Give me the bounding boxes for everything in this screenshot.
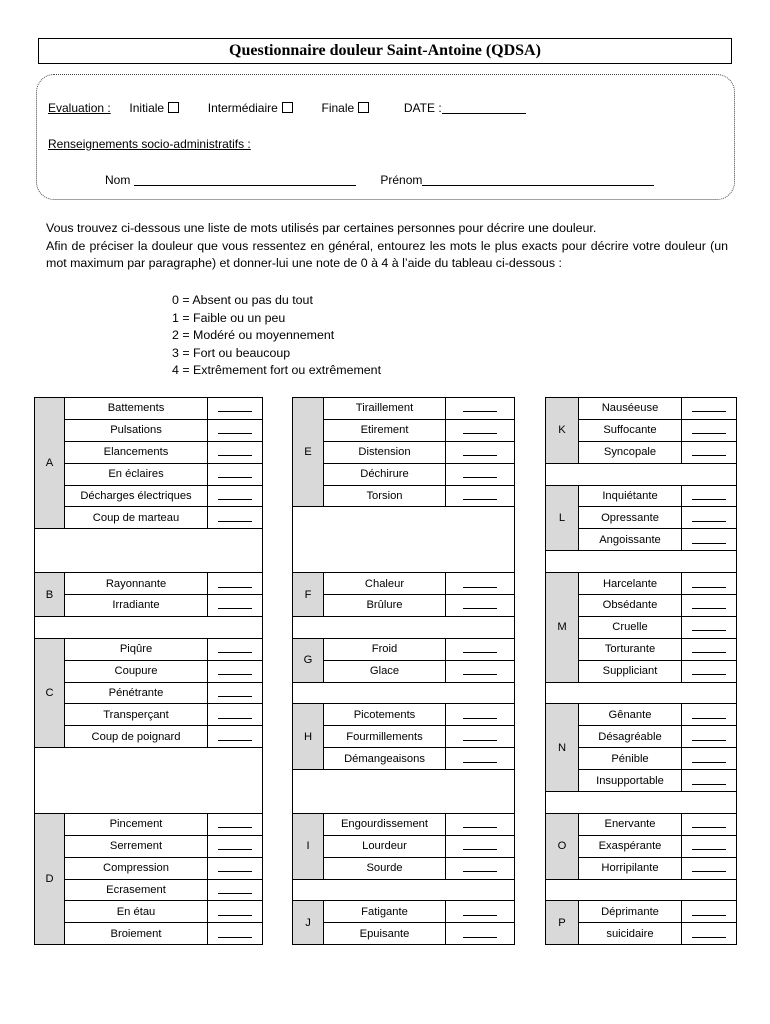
score-line — [463, 905, 497, 916]
spacer-row — [35, 529, 263, 551]
descriptor-word[interactable]: Broiement — [65, 923, 208, 945]
score-field[interactable] — [208, 835, 263, 857]
spacer-cell — [546, 551, 737, 573]
descriptor-row — [35, 682, 263, 704]
score-field[interactable] — [446, 901, 515, 923]
descriptor-row — [293, 704, 515, 726]
score-line — [463, 752, 497, 763]
score-line — [218, 730, 252, 741]
score-field[interactable] — [446, 573, 515, 595]
spacer-cell — [293, 529, 515, 551]
score-field[interactable] — [446, 463, 515, 485]
score-line — [692, 445, 726, 456]
group-letter: A — [35, 398, 65, 529]
descriptor-word[interactable]: Coupure — [65, 660, 208, 682]
spacer-row — [546, 879, 737, 901]
score-field[interactable] — [682, 507, 737, 529]
descriptor-word[interactable]: Elancements — [65, 441, 208, 463]
descriptor-row — [546, 704, 737, 726]
prenom-label: Prénom — [380, 173, 423, 187]
descriptor-word[interactable]: Irradiante — [65, 595, 208, 617]
score-field[interactable] — [446, 485, 515, 507]
score-line — [463, 489, 497, 500]
scale-item: 4 = Extrêmement fort ou extrêmement — [172, 363, 382, 378]
score-field[interactable] — [208, 595, 263, 617]
group-letter: F — [293, 573, 324, 617]
name-row — [105, 173, 654, 187]
descriptor-word[interactable]: Gênante — [579, 704, 682, 726]
score-line — [692, 664, 726, 675]
spacer-cell — [293, 551, 515, 573]
descriptor-row — [546, 485, 737, 507]
score-field[interactable] — [208, 682, 263, 704]
descriptor-word[interactable]: Tiraillement — [324, 398, 446, 420]
score-field[interactable] — [682, 398, 737, 420]
score-field[interactable] — [682, 419, 737, 441]
descriptor-row — [35, 835, 263, 857]
spacer-row — [293, 616, 515, 638]
scale-item: 0 = Absent ou pas du tout — [172, 293, 313, 307]
score-line — [692, 620, 726, 631]
score-line — [692, 905, 726, 916]
intro-line-2: Afin de préciser la douleur que vous ressentez en général, entourez les mots le plus exacts pour décrire votre douleur (un mot maximum par paragraphe) et donner-lui une note de 0 à 4 à l’aide du tableau ci-dessous : — [46, 238, 728, 270]
descriptor-word[interactable]: Insupportable — [579, 770, 682, 792]
descriptor-table-right — [545, 397, 737, 945]
score-line — [463, 730, 497, 741]
descriptor-row — [293, 573, 515, 595]
descriptor-row — [293, 595, 515, 617]
score-line — [463, 927, 497, 938]
score-line — [692, 489, 726, 500]
descriptor-word[interactable]: Inquiétante — [579, 485, 682, 507]
descriptor-row — [35, 857, 263, 879]
score-field[interactable] — [682, 616, 737, 638]
score-field[interactable] — [446, 835, 515, 857]
score-line — [692, 577, 726, 588]
spacer-cell — [546, 682, 737, 704]
descriptor-word[interactable]: Sourde — [324, 857, 446, 879]
descriptor-row — [293, 660, 515, 682]
score-line — [692, 774, 726, 785]
intermediaire-checkbox[interactable] — [282, 102, 293, 113]
score-line — [463, 467, 497, 478]
score-field[interactable] — [208, 573, 263, 595]
descriptor-row — [293, 835, 515, 857]
score-line — [692, 927, 726, 938]
score-field[interactable] — [446, 398, 515, 420]
spacer-row — [546, 792, 737, 814]
descriptor-row — [35, 923, 263, 945]
spacer-cell — [35, 792, 263, 814]
descriptor-word[interactable]: Déchirure — [324, 463, 446, 485]
descriptor-word[interactable]: Coup de poignard — [65, 726, 208, 748]
initiale-checkbox[interactable] — [168, 102, 179, 113]
descriptor-row — [293, 419, 515, 441]
score-field[interactable] — [446, 660, 515, 682]
descriptor-word[interactable]: Suffocante — [579, 419, 682, 441]
score-field[interactable] — [208, 704, 263, 726]
score-field[interactable] — [682, 704, 737, 726]
descriptor-row — [35, 660, 263, 682]
score-field[interactable] — [208, 419, 263, 441]
score-line — [218, 708, 252, 719]
score-field[interactable] — [208, 463, 263, 485]
score-line — [692, 423, 726, 434]
date-label: DATE : — [403, 101, 442, 115]
descriptor-word[interactable]: Exaspérante — [579, 835, 682, 857]
spacer-cell — [546, 879, 737, 901]
rating-scale — [172, 292, 381, 380]
renseignements-label: Renseignements socio-administratifs : — [48, 137, 251, 151]
score-field[interactable] — [208, 879, 263, 901]
descriptor-word[interactable]: Déprimante — [579, 901, 682, 923]
group-letter: K — [546, 398, 579, 464]
descriptor-row — [35, 419, 263, 441]
score-line — [463, 577, 497, 588]
descriptor-word[interactable]: Pincement — [65, 813, 208, 835]
spacer-cell — [293, 682, 515, 704]
score-field[interactable] — [682, 638, 737, 660]
descriptor-word[interactable]: Coup de marteau — [65, 507, 208, 529]
score-line — [692, 511, 726, 522]
descriptor-word[interactable]: Transperçant — [65, 704, 208, 726]
score-line — [692, 533, 726, 544]
score-field[interactable] — [682, 660, 737, 682]
score-line — [218, 817, 252, 828]
spacer-row — [546, 463, 737, 485]
score-field[interactable] — [446, 923, 515, 945]
group-letter: M — [546, 573, 579, 682]
finale-label: Finale — [321, 101, 355, 115]
descriptor-word[interactable]: Torturante — [579, 638, 682, 660]
descriptor-row — [293, 748, 515, 770]
descriptor-word[interactable]: Enervante — [579, 813, 682, 835]
spacer-cell — [35, 770, 263, 792]
score-line — [218, 664, 252, 675]
score-field[interactable] — [446, 441, 515, 463]
descriptor-word[interactable]: Rayonnante — [65, 573, 208, 595]
group-letter: J — [293, 901, 324, 945]
descriptor-row — [293, 901, 515, 923]
intro-text — [46, 220, 728, 273]
spacer-cell — [293, 616, 515, 638]
initiale-label: Initiale — [129, 101, 165, 115]
descriptor-word[interactable]: Picotements — [324, 704, 446, 726]
score-line — [692, 861, 726, 872]
score-field[interactable] — [682, 857, 737, 879]
descriptor-word[interactable]: Cruelle — [579, 616, 682, 638]
descriptor-word[interactable]: Opressante — [579, 507, 682, 529]
descriptor-word[interactable]: Chaleur — [324, 573, 446, 595]
group-letter: O — [546, 813, 579, 879]
descriptor-word[interactable]: En éclaires — [65, 463, 208, 485]
descriptor-word[interactable]: Distension — [324, 441, 446, 463]
score-line — [463, 598, 497, 609]
descriptor-table-middle — [292, 397, 515, 945]
descriptor-row — [35, 638, 263, 660]
page-title: Questionnaire douleur Saint-Antoine (QDSA) — [38, 38, 732, 64]
score-field[interactable] — [208, 398, 263, 420]
score-field[interactable] — [446, 595, 515, 617]
score-line — [692, 752, 726, 763]
evaluation-label: Evaluation : — [48, 101, 111, 115]
score-field[interactable] — [208, 813, 263, 835]
descriptor-row — [35, 463, 263, 485]
score-line — [218, 467, 252, 478]
descriptor-row — [546, 901, 737, 923]
descriptor-row — [35, 573, 263, 595]
spacer-row — [293, 770, 515, 792]
score-line — [218, 577, 252, 588]
intro-line-1: Vous trouvez ci-dessous une liste de mots utilisés par certaines personnes pour décrire une douleur. — [46, 221, 597, 235]
descriptor-row — [293, 398, 515, 420]
score-field[interactable] — [208, 638, 263, 660]
score-field[interactable] — [682, 748, 737, 770]
score-line — [218, 489, 252, 500]
descriptor-table-left — [34, 397, 263, 945]
descriptor-word[interactable]: Engourdissement — [324, 813, 446, 835]
score-line — [692, 839, 726, 850]
score-field[interactable] — [682, 573, 737, 595]
descriptor-word[interactable]: Horripilante — [579, 857, 682, 879]
score-line — [463, 664, 497, 675]
descriptor-row — [293, 485, 515, 507]
group-letter: E — [293, 398, 324, 507]
group-letter: H — [293, 704, 324, 770]
score-field[interactable] — [446, 726, 515, 748]
spacer-row — [293, 507, 515, 529]
score-field[interactable] — [446, 704, 515, 726]
score-line — [463, 817, 497, 828]
descriptor-word[interactable]: Fatigante — [324, 901, 446, 923]
descriptor-row — [546, 573, 737, 595]
descriptor-row — [35, 879, 263, 901]
descriptor-word[interactable]: Syncopale — [579, 441, 682, 463]
spacer-row — [293, 682, 515, 704]
descriptor-word[interactable]: Harcelante — [579, 573, 682, 595]
descriptor-word[interactable]: Ecrasement — [65, 879, 208, 901]
group-letter: N — [546, 704, 579, 792]
descriptor-word[interactable]: Serrement — [65, 835, 208, 857]
spacer-cell — [546, 463, 737, 485]
descriptor-row — [293, 441, 515, 463]
group-letter: I — [293, 813, 324, 879]
spacer-row — [293, 529, 515, 551]
score-line — [218, 423, 252, 434]
descriptor-word[interactable]: Piqûre — [65, 638, 208, 660]
nom-label: Nom — [105, 173, 131, 187]
spacer-cell — [35, 616, 263, 638]
group-letter: P — [546, 901, 579, 945]
score-line — [218, 686, 252, 697]
score-line — [692, 730, 726, 741]
spacer-row — [293, 879, 515, 901]
descriptor-word[interactable]: Froid — [324, 638, 446, 660]
spacer-row — [35, 792, 263, 814]
descriptor-row — [293, 857, 515, 879]
descriptor-row — [293, 923, 515, 945]
descriptor-word[interactable]: Obsédante — [579, 595, 682, 617]
score-field[interactable] — [682, 441, 737, 463]
date-field[interactable] — [442, 101, 526, 114]
score-field[interactable] — [682, 901, 737, 923]
descriptor-word[interactable]: Lourdeur — [324, 835, 446, 857]
spacer-cell — [293, 792, 515, 814]
descriptor-row — [35, 441, 263, 463]
spacer-cell — [293, 879, 515, 901]
score-line — [692, 817, 726, 828]
descriptor-row — [293, 638, 515, 660]
spacer-row — [546, 682, 737, 704]
descriptor-word[interactable]: Pénétrante — [65, 682, 208, 704]
score-field[interactable] — [682, 770, 737, 792]
descriptor-row — [35, 595, 263, 617]
score-field[interactable] — [208, 660, 263, 682]
score-field[interactable] — [682, 835, 737, 857]
score-line — [218, 511, 252, 522]
spacer-cell — [293, 507, 515, 529]
score-line — [463, 401, 497, 412]
descriptor-word[interactable]: Pénible — [579, 748, 682, 770]
descriptor-word[interactable]: Etirement — [324, 419, 446, 441]
score-field[interactable] — [446, 748, 515, 770]
score-field[interactable] — [682, 813, 737, 835]
score-field[interactable] — [682, 726, 737, 748]
info-box — [36, 74, 735, 200]
score-field[interactable] — [208, 485, 263, 507]
score-line — [692, 598, 726, 609]
score-line — [692, 401, 726, 412]
descriptor-row — [35, 507, 263, 529]
group-letter: D — [35, 813, 65, 944]
scale-item: 3 = Fort ou beaucoup — [172, 345, 291, 360]
spacer-row — [293, 792, 515, 814]
descriptor-word[interactable]: Brûlure — [324, 595, 446, 617]
score-line — [463, 642, 497, 653]
score-field[interactable] — [682, 485, 737, 507]
descriptor-word[interactable]: Désagréable — [579, 726, 682, 748]
descriptor-row — [293, 726, 515, 748]
score-field[interactable] — [208, 901, 263, 923]
descriptor-row — [35, 813, 263, 835]
descriptor-word[interactable]: En étau — [65, 901, 208, 923]
score-line — [463, 445, 497, 456]
descriptor-word[interactable]: Torsion — [324, 485, 446, 507]
spacer-row — [35, 551, 263, 573]
spacer-row — [35, 748, 263, 770]
descriptor-word[interactable]: Battements — [65, 398, 208, 420]
group-letter: L — [546, 485, 579, 551]
finale-checkbox[interactable] — [358, 102, 369, 113]
scale-item: 2 = Modéré ou moyennement — [172, 328, 335, 343]
prenom-field[interactable] — [422, 173, 654, 186]
score-field[interactable] — [208, 441, 263, 463]
score-line — [218, 642, 252, 653]
score-line — [692, 642, 726, 653]
spacer-cell — [293, 770, 515, 792]
descriptor-word[interactable]: Angoissante — [579, 529, 682, 551]
descriptor-row — [35, 726, 263, 748]
score-line — [218, 861, 252, 872]
descriptor-row — [35, 704, 263, 726]
score-line — [218, 927, 252, 938]
descriptor-row — [35, 398, 263, 420]
score-field[interactable] — [682, 529, 737, 551]
descriptor-row — [35, 485, 263, 507]
descriptor-word[interactable]: Décharges électriques — [65, 485, 208, 507]
score-field[interactable] — [208, 857, 263, 879]
intermediaire-label: Intermédiaire — [207, 101, 278, 115]
nom-field[interactable] — [134, 173, 356, 186]
spacer-cell — [35, 529, 263, 551]
score-line — [463, 708, 497, 719]
group-letter: B — [35, 573, 65, 617]
descriptor-row — [546, 398, 737, 420]
score-line — [218, 445, 252, 456]
score-line — [218, 598, 252, 609]
score-field[interactable] — [446, 813, 515, 835]
descriptor-row — [293, 463, 515, 485]
scale-item: 1 = Faible ou un peu — [172, 310, 286, 325]
descriptor-word[interactable]: Nauséeuse — [579, 398, 682, 420]
descriptor-word[interactable]: Compression — [65, 857, 208, 879]
group-letter: G — [293, 638, 324, 682]
spacer-row — [35, 770, 263, 792]
score-field[interactable] — [446, 638, 515, 660]
descriptor-word[interactable]: Pulsations — [65, 419, 208, 441]
descriptor-row — [546, 813, 737, 835]
descriptor-word[interactable]: Fourmillements — [324, 726, 446, 748]
descriptor-row — [293, 813, 515, 835]
descriptor-word[interactable]: suicidaire — [579, 923, 682, 945]
spacer-row — [546, 551, 737, 573]
descriptor-word[interactable]: Glace — [324, 660, 446, 682]
descriptor-word[interactable]: Suppliciant — [579, 660, 682, 682]
spacer-cell — [35, 748, 263, 770]
score-line — [218, 905, 252, 916]
spacer-row — [293, 551, 515, 573]
score-line — [463, 861, 497, 872]
score-field[interactable] — [208, 507, 263, 529]
descriptor-word[interactable]: Démangeaisons — [324, 748, 446, 770]
score-line — [463, 423, 497, 434]
score-line — [218, 839, 252, 850]
spacer-cell — [546, 792, 737, 814]
score-field[interactable] — [446, 419, 515, 441]
group-letter: C — [35, 638, 65, 747]
descriptor-word[interactable]: Epuisante — [324, 923, 446, 945]
spacer-cell — [35, 551, 263, 573]
score-field[interactable] — [682, 595, 737, 617]
score-line — [692, 708, 726, 719]
score-line — [218, 883, 252, 894]
score-field[interactable] — [208, 726, 263, 748]
score-field[interactable] — [208, 923, 263, 945]
descriptor-row — [35, 901, 263, 923]
score-field[interactable] — [446, 857, 515, 879]
score-line — [218, 401, 252, 412]
spacer-row — [35, 616, 263, 638]
score-field[interactable] — [682, 923, 737, 945]
evaluation-row — [48, 101, 526, 115]
score-line — [463, 839, 497, 850]
